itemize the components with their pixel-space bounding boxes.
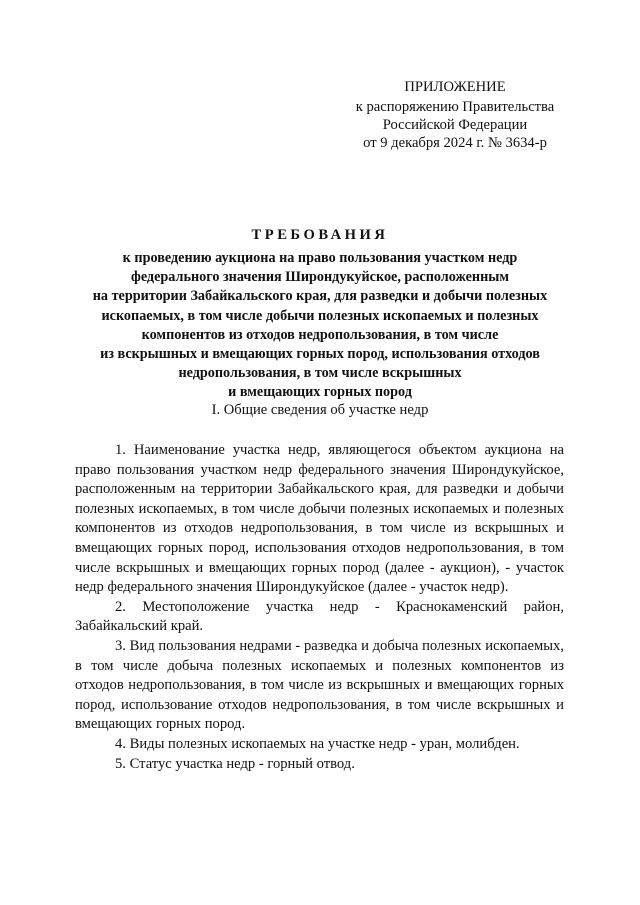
document-heading: ТРЕБОВАНИЯ: [251, 227, 389, 243]
subheading-line: из вскрышных и вмещающих горных пород, использования отходов: [100, 346, 540, 363]
paragraph-4: 4. Виды полезных ископаемых на участке недр - уран, молибден.: [115, 735, 520, 752]
subheading-line: ископаемых, в том числе добычи полезных ископаемых и полезных: [101, 307, 539, 324]
subheading-line: федерального значения Широндукуйское, расположенным: [131, 269, 509, 286]
appendix-line-1: к распоряжению Правительства: [355, 99, 555, 115]
subheading-line: к проведению аукциона на право пользования участком недр: [122, 250, 518, 266]
subheading-line: компонентов из отходов недропользования, в том числе: [141, 326, 499, 343]
subheading-line: и вмещающих горных пород: [228, 384, 412, 401]
paragraph-3: 3. Вид пользования недрами - разведка и добыча полезных ископаемых, в том числе добыча полезных ископаемых и полезных компонентов из отходов недропользования, в том числе из вскрышных и вмещающих горных пород, использование отходов недропользования, в том числе вскрышных и вмещающих горных пород.: [75, 637, 564, 733]
document-body: [75, 441, 564, 774]
paragraph-1: 1. Наименование участка недр, являющегося объектом аукциона на право пользования участком недр федерального значения Широндукуйское, расположенным на территории Забайкальского края, для разведки и добычи полезных ископаемых, в том числе добычи полезных ископаемых и полезных компонентов из отходов недропользования, в том числе из вскрышных и вмещающих горных пород, использования отходов недропользования, в том числе вскрышных и вмещающих горных пород (далее - аукцион), - участок недр федерального значения Широндукуйское (далее - участок недр).: [75, 442, 564, 596]
appendix-block: [330, 78, 580, 152]
subheading-line: на территории Забайкальского края, для разведки и добычи полезных: [92, 288, 548, 305]
section-title: I. Общие сведения об участке недр: [211, 402, 429, 418]
appendix-line-3: от 9 декабря 2024 г. № 3634-р: [363, 135, 547, 151]
subheading-line: недропользования, в том числе вскрышных: [178, 365, 462, 382]
document-subheading: [60, 249, 580, 403]
appendix-title: ПРИЛОЖЕНИЕ: [404, 79, 506, 95]
appendix-line-2: Российской Федерации: [382, 117, 528, 133]
paragraph-5: 5. Статус участка недр - горный отвод.: [115, 755, 355, 772]
paragraph-2: 2. Местоположение участка недр - Краснокаменский район, Забайкальский край.: [75, 598, 564, 635]
